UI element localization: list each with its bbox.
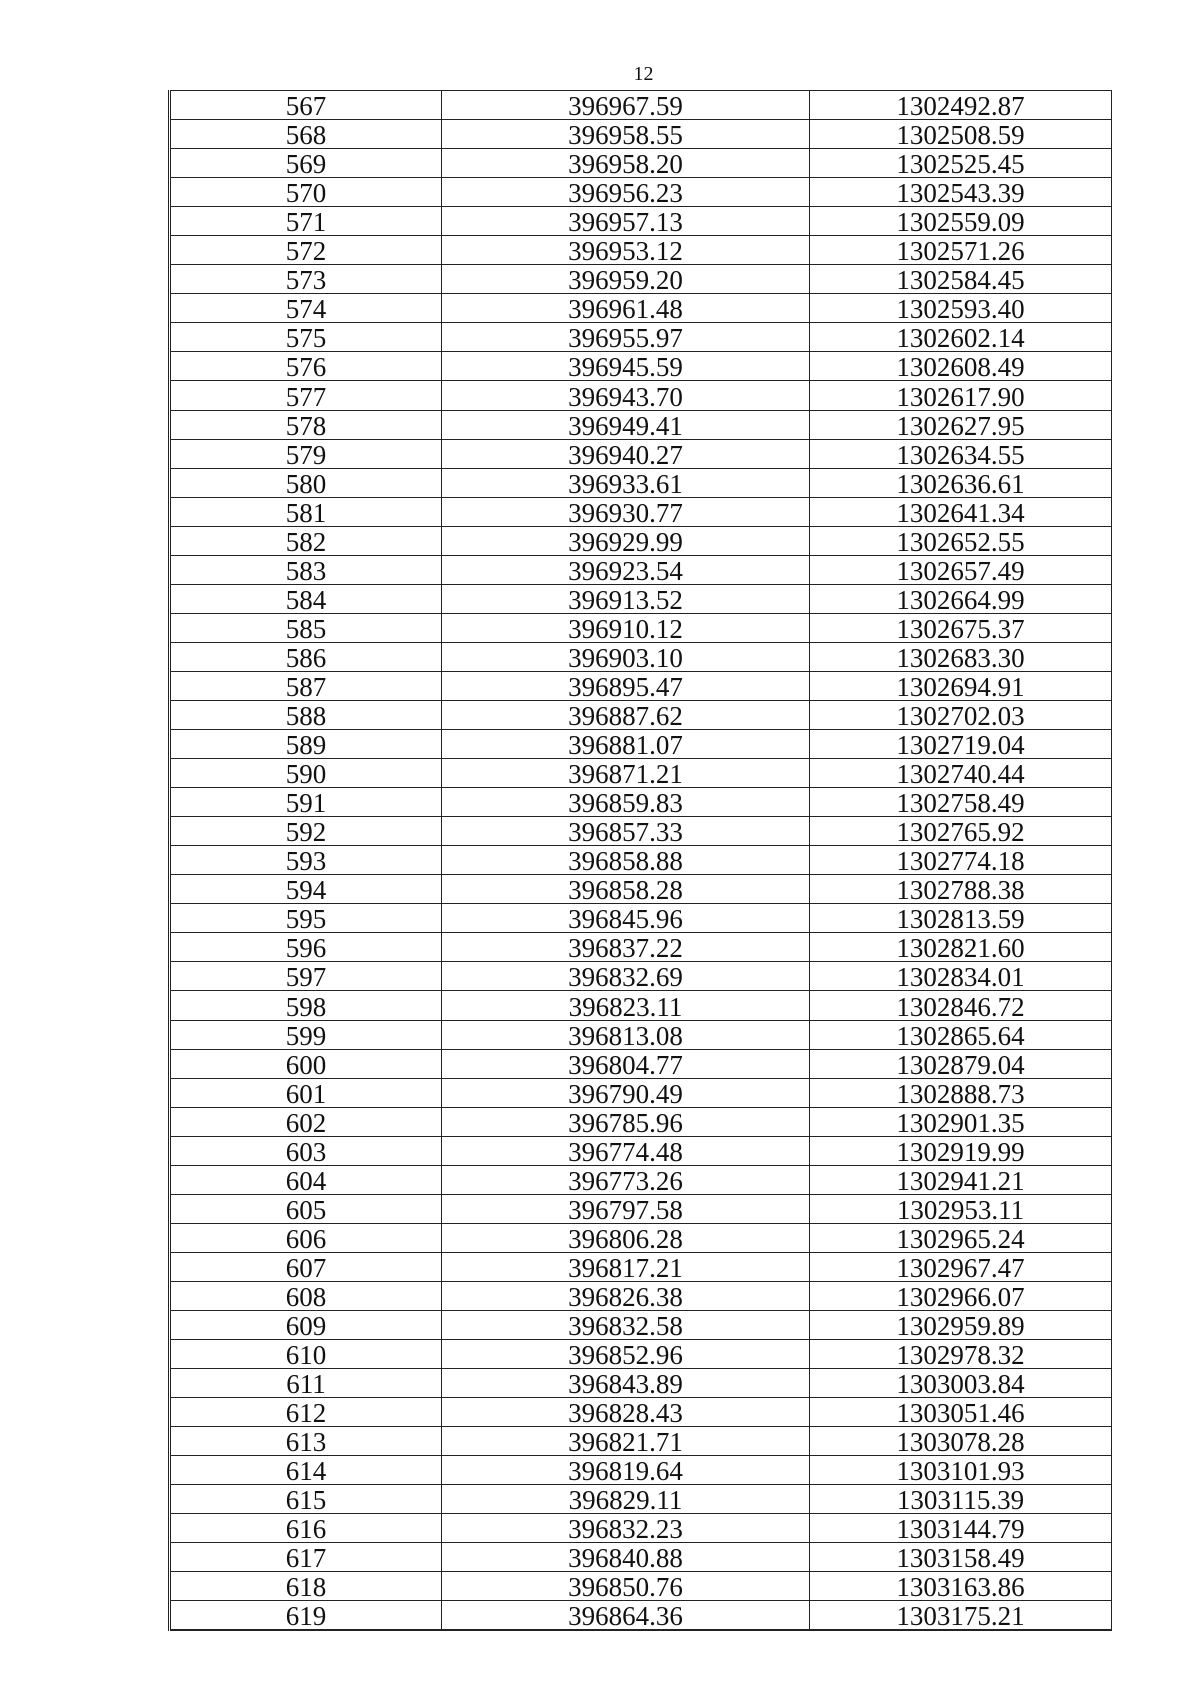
y-coordinate-cell: 1302888.73 <box>810 1078 1112 1107</box>
x-coordinate-cell: 396930.77 <box>442 497 810 526</box>
point-number-cell: 615 <box>170 1485 442 1514</box>
point-number-cell: 602 <box>170 1107 442 1136</box>
y-coordinate-cell: 1303175.21 <box>896 1601 1025 1631</box>
point-number-cell: 616 <box>170 1514 442 1543</box>
table-row <box>170 1340 1112 1369</box>
y-coordinate-cell: 1302492.87 <box>810 91 1112 120</box>
x-coordinate-cell: 396832.58 <box>442 1310 810 1339</box>
table-row <box>170 1514 1112 1543</box>
point-number-cell: 604 <box>170 1165 442 1194</box>
table-row <box>170 788 1112 817</box>
point-number-cell: 581 <box>170 497 442 526</box>
point-number-cell: 606 <box>170 1223 442 1252</box>
table-row <box>170 1194 1112 1223</box>
point-number-cell: 598 <box>170 991 442 1020</box>
y-coordinate-cell: 1302941.21 <box>810 1165 1112 1194</box>
x-coordinate-cell: 396959.20 <box>442 265 810 294</box>
x-coordinate-cell: 396832.69 <box>442 962 810 991</box>
point-number-cell: 591 <box>170 788 442 817</box>
table-row <box>170 1165 1112 1194</box>
x-coordinate-cell: 396957.13 <box>442 207 810 236</box>
point-number-cell: 597 <box>170 962 442 991</box>
point-number-cell: 580 <box>170 468 442 497</box>
x-coordinate-cell: 396819.64 <box>442 1456 810 1485</box>
table-row <box>170 613 1112 642</box>
x-coordinate-cell: 396837.22 <box>442 933 810 962</box>
y-coordinate-cell: 1302702.03 <box>810 700 1112 729</box>
x-coordinate-cell: 396821.71 <box>442 1427 810 1456</box>
x-coordinate-cell: 396857.33 <box>442 817 810 846</box>
point-number-cell: 572 <box>170 236 442 265</box>
table-row <box>170 962 1112 991</box>
point-number-cell: 574 <box>170 294 442 323</box>
y-coordinate-cell: 1303163.86 <box>810 1572 1112 1601</box>
y-coordinate-cell: 1302694.91 <box>810 671 1112 700</box>
y-coordinate-cell: 1302559.09 <box>810 207 1112 236</box>
y-coordinate-cell: 1302978.32 <box>810 1340 1112 1369</box>
table-row <box>170 1049 1112 1078</box>
x-coordinate-cell: 396903.10 <box>442 642 810 671</box>
x-coordinate-cell: 396895.47 <box>442 671 810 700</box>
y-coordinate-cell: 1302765.92 <box>810 817 1112 846</box>
point-number-cell: 600 <box>170 1049 442 1078</box>
point-number-cell: 614 <box>170 1456 442 1485</box>
point-number-cell: 579 <box>170 439 442 468</box>
y-coordinate-cell: 1303144.79 <box>810 1514 1112 1543</box>
y-coordinate-cell: 1302821.60 <box>810 933 1112 962</box>
table-row <box>170 991 1112 1020</box>
point-number-cell: 586 <box>170 642 442 671</box>
table-row <box>170 497 1112 526</box>
y-coordinate-cell: 1302641.34 <box>810 497 1112 526</box>
point-number-cell: 611 <box>170 1369 442 1398</box>
point-number-cell: 605 <box>170 1194 442 1223</box>
x-coordinate-cell: 396852.96 <box>442 1340 810 1369</box>
y-coordinate-cell: 1302593.40 <box>810 294 1112 323</box>
x-coordinate-cell: 396956.23 <box>442 178 810 207</box>
point-number-cell: 603 <box>170 1136 442 1165</box>
point-number-cell: 610 <box>170 1340 442 1369</box>
x-coordinate-cell: 396940.27 <box>442 439 810 468</box>
y-coordinate-cell: 1302675.37 <box>810 613 1112 642</box>
y-coordinate-cell: 1303003.84 <box>810 1369 1112 1398</box>
table-row <box>170 439 1112 468</box>
x-coordinate-cell: 396871.21 <box>442 759 810 788</box>
point-number-cell: 593 <box>170 846 442 875</box>
point-number-cell: 576 <box>170 352 442 381</box>
x-coordinate-cell: 396813.08 <box>442 1020 810 1049</box>
x-coordinate-cell: 396828.43 <box>442 1398 810 1427</box>
table-row <box>170 468 1112 497</box>
x-coordinate-cell: 396945.59 <box>442 352 810 381</box>
point-number-cell: 612 <box>170 1398 442 1427</box>
table-row <box>170 149 1112 178</box>
point-number-cell: 607 <box>170 1252 442 1281</box>
y-coordinate-cell: 1302664.99 <box>810 584 1112 613</box>
x-coordinate-cell: 396774.48 <box>442 1136 810 1165</box>
table-row <box>170 555 1112 584</box>
x-coordinate-cell: 396958.55 <box>442 120 810 149</box>
x-coordinate-cell: 396859.83 <box>442 788 810 817</box>
table-row <box>170 294 1112 323</box>
x-coordinate-cell: 396817.21 <box>442 1252 810 1281</box>
point-number-cell: 569 <box>170 149 442 178</box>
table-row <box>170 1252 1112 1281</box>
table-row <box>170 700 1112 729</box>
point-number-cell: 601 <box>170 1078 442 1107</box>
table-row <box>170 352 1112 381</box>
table-row <box>170 671 1112 700</box>
x-coordinate-cell: 396826.38 <box>442 1281 810 1310</box>
point-number-cell: 578 <box>170 410 442 439</box>
y-coordinate-cell: 1302584.45 <box>810 265 1112 294</box>
table-row <box>170 265 1112 294</box>
table-row <box>170 1078 1112 1107</box>
table-row <box>170 1572 1112 1601</box>
y-coordinate-cell: 1302636.61 <box>810 468 1112 497</box>
point-number-cell: 567 <box>170 91 442 120</box>
y-coordinate-cell: 1302740.44 <box>810 759 1112 788</box>
point-number-cell: 583 <box>170 555 442 584</box>
table-row <box>170 1485 1112 1514</box>
x-coordinate-cell: 396843.89 <box>442 1369 810 1398</box>
y-coordinate-cell: 1302634.55 <box>810 439 1112 468</box>
y-coordinate-cell: 1302571.26 <box>810 236 1112 265</box>
x-coordinate-cell: 396850.76 <box>442 1572 810 1601</box>
y-coordinate-cell: 1303051.46 <box>810 1398 1112 1427</box>
table-row <box>170 1310 1112 1339</box>
y-coordinate-cell: 1302627.95 <box>810 410 1112 439</box>
coordinate-table-body <box>170 91 1112 1631</box>
x-coordinate-cell: 396953.12 <box>442 236 810 265</box>
point-number-cell: 609 <box>170 1310 442 1339</box>
page-number: 12 <box>633 63 654 85</box>
y-coordinate-cell: 1302543.39 <box>810 178 1112 207</box>
y-coordinate-cell: 1302683.30 <box>810 642 1112 671</box>
y-coordinate-cell: 1302965.24 <box>810 1223 1112 1252</box>
table-row <box>170 526 1112 555</box>
table-row <box>170 730 1112 759</box>
table-row <box>170 1223 1112 1252</box>
y-coordinate-cell: 1303115.39 <box>810 1485 1112 1514</box>
y-coordinate-cell: 1302901.35 <box>810 1107 1112 1136</box>
table-row <box>170 1601 1112 1631</box>
y-coordinate-cell: 1302719.04 <box>810 730 1112 759</box>
x-coordinate-cell: 396845.96 <box>442 904 810 933</box>
y-coordinate-cell: 1302602.14 <box>810 323 1112 352</box>
x-coordinate-cell: 396858.88 <box>442 846 810 875</box>
y-coordinate-cell: 1302865.64 <box>810 1020 1112 1049</box>
x-coordinate-cell: 396961.48 <box>442 294 810 323</box>
table-row <box>170 120 1112 149</box>
table-row <box>170 642 1112 671</box>
x-coordinate-cell: 396804.77 <box>442 1049 810 1078</box>
y-coordinate-cell: 1302966.07 <box>810 1281 1112 1310</box>
x-coordinate-cell: 396823.11 <box>442 991 810 1020</box>
y-coordinate-cell: 1302953.11 <box>810 1194 1112 1223</box>
table-row <box>170 1281 1112 1310</box>
table-row <box>170 1398 1112 1427</box>
table-row <box>170 1369 1112 1398</box>
x-coordinate-cell: 396958.20 <box>442 149 810 178</box>
y-coordinate-cell: 1302758.49 <box>810 788 1112 817</box>
table-row <box>170 1456 1112 1485</box>
x-coordinate-cell: 396790.49 <box>442 1078 810 1107</box>
y-coordinate-cell: 1302508.59 <box>810 120 1112 149</box>
y-coordinate-cell: 1302834.01 <box>810 962 1112 991</box>
point-number-cell: 568 <box>170 120 442 149</box>
table-row <box>170 875 1112 904</box>
y-coordinate-cell: 1302788.38 <box>810 875 1112 904</box>
y-coordinate-cell: 1302617.90 <box>810 381 1112 410</box>
y-coordinate-cell: 1302919.99 <box>810 1136 1112 1165</box>
table-row <box>170 381 1112 410</box>
x-coordinate-cell: 396955.97 <box>442 323 810 352</box>
table-row <box>170 178 1112 207</box>
point-number-cell: 588 <box>170 700 442 729</box>
point-number-cell: 585 <box>170 613 442 642</box>
x-coordinate-cell: 396773.26 <box>442 1165 810 1194</box>
point-number-cell: 584 <box>170 584 442 613</box>
x-coordinate-cell: 396829.11 <box>442 1485 810 1514</box>
x-coordinate-cell: 396832.23 <box>442 1514 810 1543</box>
x-coordinate-cell: 396933.61 <box>442 468 810 497</box>
table-row <box>170 410 1112 439</box>
point-number-cell: 590 <box>170 759 442 788</box>
point-number-cell: 582 <box>170 526 442 555</box>
table-row <box>170 1427 1112 1456</box>
table-row <box>170 1543 1112 1572</box>
x-coordinate-cell: 396967.59 <box>442 91 810 120</box>
point-number-cell: 596 <box>170 933 442 962</box>
table-row <box>170 846 1112 875</box>
table-row <box>170 584 1112 613</box>
table-row <box>170 207 1112 236</box>
coordinate-table <box>168 90 1112 1631</box>
point-number-cell: 619 <box>170 1601 442 1631</box>
point-number-cell: 595 <box>170 904 442 933</box>
point-number-cell: 613 <box>170 1427 442 1456</box>
point-number-cell: 570 <box>170 178 442 207</box>
table-row <box>170 91 1112 120</box>
point-number-cell: 589 <box>170 730 442 759</box>
table-row <box>170 323 1112 352</box>
table-row <box>170 817 1112 846</box>
x-coordinate-cell: 396923.54 <box>442 555 810 584</box>
point-number-cell: 573 <box>170 265 442 294</box>
table-row <box>170 933 1112 962</box>
x-coordinate-cell: 396929.99 <box>442 526 810 555</box>
y-coordinate-cell: 1302813.59 <box>810 904 1112 933</box>
x-coordinate-cell: 396864.36 <box>442 1601 810 1631</box>
point-number-cell: 599 <box>170 1020 442 1049</box>
point-number-cell: 592 <box>170 817 442 846</box>
y-coordinate-cell: 1303158.49 <box>810 1543 1112 1572</box>
point-number-cell: 594 <box>170 875 442 904</box>
table-row <box>170 1136 1112 1165</box>
x-coordinate-cell: 396943.70 <box>442 381 810 410</box>
table-row <box>170 236 1112 265</box>
x-coordinate-cell: 396785.96 <box>442 1107 810 1136</box>
point-number-cell: 618 <box>170 1572 442 1601</box>
y-coordinate-cell: 1302652.55 <box>810 526 1112 555</box>
y-coordinate-cell: 1302879.04 <box>810 1049 1112 1078</box>
x-coordinate-cell: 396797.58 <box>442 1194 810 1223</box>
point-number-cell: 575 <box>170 323 442 352</box>
y-coordinate-cell: 1303078.28 <box>810 1427 1112 1456</box>
y-coordinate-cell: 1302657.49 <box>810 555 1112 584</box>
point-number-cell: 587 <box>170 671 442 700</box>
point-number-cell: 617 <box>170 1543 442 1572</box>
x-coordinate-cell: 396858.28 <box>442 875 810 904</box>
table-row <box>170 904 1112 933</box>
x-coordinate-cell: 396949.41 <box>442 410 810 439</box>
y-coordinate-cell: 1302967.47 <box>810 1252 1112 1281</box>
point-number-cell: 571 <box>170 207 442 236</box>
y-coordinate-cell: 1302774.18 <box>810 846 1112 875</box>
x-coordinate-cell: 396806.28 <box>442 1223 810 1252</box>
y-coordinate-cell: 1303101.93 <box>810 1456 1112 1485</box>
y-coordinate-cell: 1302846.72 <box>810 991 1112 1020</box>
x-coordinate-cell: 396910.12 <box>442 613 810 642</box>
table-row <box>170 1107 1112 1136</box>
table-row <box>170 1020 1112 1049</box>
y-coordinate-cell: 1302608.49 <box>810 352 1112 381</box>
table-row <box>170 759 1112 788</box>
y-coordinate-cell: 1302959.89 <box>810 1310 1112 1339</box>
x-coordinate-cell: 396881.07 <box>442 730 810 759</box>
y-coordinate-cell: 1302525.45 <box>810 149 1112 178</box>
x-coordinate-cell: 396887.62 <box>442 700 810 729</box>
x-coordinate-cell: 396840.88 <box>442 1543 810 1572</box>
x-coordinate-cell: 396913.52 <box>442 584 810 613</box>
point-number-cell: 608 <box>170 1281 442 1310</box>
point-number-cell: 577 <box>170 381 442 410</box>
